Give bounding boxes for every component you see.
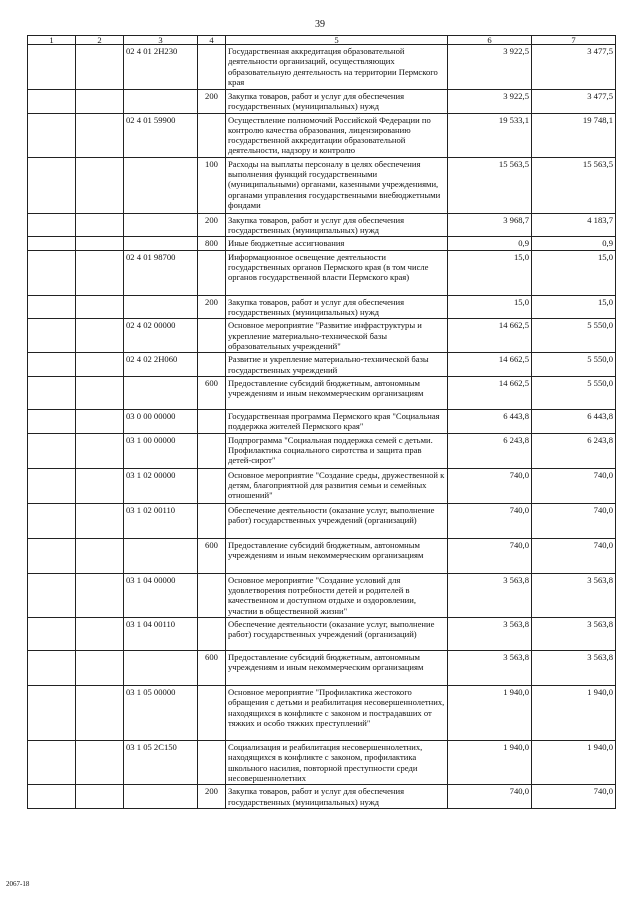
amount-column-7: 3 563,8 xyxy=(532,573,616,617)
target-article-code: 02 4 02 00000 xyxy=(124,319,198,353)
table-row xyxy=(28,157,616,213)
empty-cell xyxy=(76,618,124,651)
expense-name: Закупка товаров, работ и услуг для обеспечения государственных (муниципальных) нужд xyxy=(226,213,448,237)
empty-cell xyxy=(76,90,124,114)
amount-column-6: 19 533,1 xyxy=(448,113,532,157)
amount-column-6: 15,0 xyxy=(448,295,532,319)
empty-cell xyxy=(28,573,76,617)
amount-column-6: 1 940,0 xyxy=(448,741,532,785)
target-article-code: 03 1 00 00000 xyxy=(124,433,198,468)
expense-type-code xyxy=(198,468,226,503)
expense-name: Основное мероприятие "Создание среды, дружественной к детям, благоприятной для развития семьи и семейных отношений" xyxy=(226,468,448,503)
target-article-code: 03 1 05 00000 xyxy=(124,686,198,741)
amount-column-6: 14 662,5 xyxy=(448,319,532,353)
table-row xyxy=(28,503,616,538)
empty-cell xyxy=(28,503,76,538)
amount-column-6: 15 563,5 xyxy=(448,157,532,213)
table-row xyxy=(28,741,616,785)
amount-column-6: 1 940,0 xyxy=(448,686,532,741)
target-article-code xyxy=(124,90,198,114)
empty-cell xyxy=(28,651,76,686)
amount-column-6: 3 563,8 xyxy=(448,618,532,651)
amount-column-6: 0,9 xyxy=(448,237,532,250)
table-row xyxy=(28,90,616,114)
expense-type-code: 200 xyxy=(198,213,226,237)
target-article-code: 02 4 01 59900 xyxy=(124,113,198,157)
expense-name: Социализация и реабилитация несовершеннолетних, находящихся в конфликте с законом, профилактика школьного насилия, повторной преступности среди несовершеннолетних xyxy=(226,741,448,785)
page-number: 39 xyxy=(315,19,325,30)
amount-column-7: 15,0 xyxy=(532,295,616,319)
expense-name: Информационное освещение деятельности государственных органов Пермского края (в том числе органов государственной власти Пермского края) xyxy=(226,250,448,295)
amount-column-7: 19 748,1 xyxy=(532,113,616,157)
table-row xyxy=(28,237,616,250)
expense-type-code xyxy=(198,433,226,468)
expense-type-code: 600 xyxy=(198,376,226,409)
empty-cell xyxy=(28,468,76,503)
amount-column-7: 0,9 xyxy=(532,237,616,250)
table-row xyxy=(28,113,616,157)
expense-name: Закупка товаров, работ и услуг для обеспечения государственных (муниципальных) нужд xyxy=(226,90,448,114)
target-article-code: 03 1 02 00110 xyxy=(124,503,198,538)
target-article-code: 02 4 01 2Н230 xyxy=(124,45,198,90)
empty-cell xyxy=(76,686,124,741)
amount-column-7: 4 183,7 xyxy=(532,213,616,237)
empty-cell xyxy=(76,538,124,573)
amount-column-6: 3 968,7 xyxy=(448,213,532,237)
expense-type-code: 800 xyxy=(198,237,226,250)
expense-name: Обеспечение деятельности (оказание услуг, выполнение работ) государственных учреждений (организаций) xyxy=(226,618,448,651)
column-header: 1 xyxy=(28,36,76,45)
expense-name: Основное мероприятие "Развитие инфраструктуры и укрепление материально-технической базы образовательных учреждений" xyxy=(226,319,448,353)
amount-column-6: 14 662,5 xyxy=(448,376,532,409)
amount-column-6: 15,0 xyxy=(448,250,532,295)
table-row xyxy=(28,651,616,686)
empty-cell xyxy=(76,376,124,409)
empty-cell xyxy=(28,409,76,433)
table-row xyxy=(28,213,616,237)
amount-column-7: 3 563,8 xyxy=(532,618,616,651)
table-row xyxy=(28,433,616,468)
amount-column-6: 3 922,5 xyxy=(448,45,532,90)
footer-code: 2067-18 xyxy=(6,880,30,888)
empty-cell xyxy=(76,468,124,503)
amount-column-7: 1 940,0 xyxy=(532,686,616,741)
amount-column-6: 740,0 xyxy=(448,785,532,809)
expense-name: Обеспечение деятельности (оказание услуг, выполнение работ) государственных учреждений (организаций) xyxy=(226,503,448,538)
target-article-code xyxy=(124,237,198,250)
amount-column-7: 740,0 xyxy=(532,503,616,538)
empty-cell xyxy=(28,213,76,237)
empty-cell xyxy=(76,353,124,377)
amount-column-6: 3 563,8 xyxy=(448,651,532,686)
amount-column-7: 5 550,0 xyxy=(532,376,616,409)
table-row xyxy=(28,785,616,809)
amount-column-7: 6 443,8 xyxy=(532,409,616,433)
expense-type-code: 100 xyxy=(198,157,226,213)
expense-type-code xyxy=(198,45,226,90)
expense-type-code xyxy=(198,409,226,433)
expense-type-code xyxy=(198,250,226,295)
table-row xyxy=(28,319,616,353)
table-row xyxy=(28,538,616,573)
amount-column-7: 3 563,8 xyxy=(532,651,616,686)
empty-cell xyxy=(28,295,76,319)
amount-column-6: 6 243,8 xyxy=(448,433,532,468)
target-article-code: 03 0 00 00000 xyxy=(124,409,198,433)
target-article-code: 03 1 05 2С150 xyxy=(124,741,198,785)
empty-cell xyxy=(76,157,124,213)
budget-table xyxy=(27,35,616,809)
expense-name: Закупка товаров, работ и услуг для обеспечения государственных (муниципальных) нужд xyxy=(226,295,448,319)
empty-cell xyxy=(28,618,76,651)
amount-column-6: 740,0 xyxy=(448,538,532,573)
target-article-code: 03 1 04 00000 xyxy=(124,573,198,617)
empty-cell xyxy=(76,213,124,237)
column-header: 3 xyxy=(124,36,198,45)
target-article-code xyxy=(124,157,198,213)
empty-cell xyxy=(76,45,124,90)
amount-column-6: 740,0 xyxy=(448,468,532,503)
expense-type-code xyxy=(198,353,226,377)
column-number-row xyxy=(28,36,616,45)
column-header: 2 xyxy=(76,36,124,45)
empty-cell xyxy=(76,741,124,785)
table-row xyxy=(28,353,616,377)
amount-column-7: 740,0 xyxy=(532,468,616,503)
target-article-code: 02 4 02 2Н060 xyxy=(124,353,198,377)
amount-column-7: 5 550,0 xyxy=(532,353,616,377)
empty-cell xyxy=(28,319,76,353)
amount-column-6: 14 662,5 xyxy=(448,353,532,377)
empty-cell xyxy=(28,90,76,114)
amount-column-7: 15,0 xyxy=(532,250,616,295)
table-row xyxy=(28,376,616,409)
expense-type-code xyxy=(198,618,226,651)
empty-cell xyxy=(28,433,76,468)
target-article-code xyxy=(124,538,198,573)
empty-cell xyxy=(28,686,76,741)
amount-column-6: 3 922,5 xyxy=(448,90,532,114)
expense-name: Подпрограмма "Социальная поддержка семей с детьми. Профилактика социального сиротства и защита прав детей-сирот" xyxy=(226,433,448,468)
empty-cell xyxy=(28,250,76,295)
empty-cell xyxy=(76,651,124,686)
target-article-code xyxy=(124,376,198,409)
amount-column-7: 15 563,5 xyxy=(532,157,616,213)
amount-column-6: 6 443,8 xyxy=(448,409,532,433)
table-row xyxy=(28,468,616,503)
table-row xyxy=(28,573,616,617)
table-body xyxy=(28,45,616,809)
expense-type-code: 200 xyxy=(198,785,226,809)
target-article-code xyxy=(124,213,198,237)
target-article-code xyxy=(124,295,198,319)
table-row xyxy=(28,686,616,741)
expense-type-code: 200 xyxy=(198,90,226,114)
empty-cell xyxy=(76,409,124,433)
empty-cell xyxy=(76,503,124,538)
expense-type-code xyxy=(198,319,226,353)
column-header: 4 xyxy=(198,36,226,45)
empty-cell xyxy=(76,433,124,468)
target-article-code: 02 4 01 98700 xyxy=(124,250,198,295)
amount-column-7: 3 477,5 xyxy=(532,90,616,114)
empty-cell xyxy=(28,237,76,250)
expense-name: Развитие и укрепление материально-технической базы государственных учреждений xyxy=(226,353,448,377)
amount-column-7: 6 243,8 xyxy=(532,433,616,468)
expense-name: Закупка товаров, работ и услуг для обеспечения государственных (муниципальных) нужд xyxy=(226,785,448,809)
table-row xyxy=(28,618,616,651)
amount-column-6: 3 563,8 xyxy=(448,573,532,617)
expense-type-code xyxy=(198,686,226,741)
expense-name: Основное мероприятие "Профилактика жестокого обращения с детьми и реабилитация несовершеннолетних, находящихся в конфликте с законом и пострадавших от тяжких и особо тяжких преступлений" xyxy=(226,686,448,741)
column-header: 5 xyxy=(226,36,448,45)
column-header: 6 xyxy=(448,36,532,45)
expense-type-code: 600 xyxy=(198,538,226,573)
target-article-code: 03 1 02 00000 xyxy=(124,468,198,503)
amount-column-7: 3 477,5 xyxy=(532,45,616,90)
empty-cell xyxy=(28,45,76,90)
amount-column-7: 740,0 xyxy=(532,785,616,809)
expense-name: Предоставление субсидий бюджетным, автономным учреждениям и иным некоммерческим организациям xyxy=(226,651,448,686)
amount-column-7: 740,0 xyxy=(532,538,616,573)
expense-name: Расходы на выплаты персоналу в целях обеспечения выполнения функций государственными (муниципальными) органами, казенными учреждениями, органами управления государственными внебюджетными фондами xyxy=(226,157,448,213)
column-header: 7 xyxy=(532,36,616,45)
table-row xyxy=(28,295,616,319)
empty-cell xyxy=(76,319,124,353)
target-article-code: 03 1 04 00110 xyxy=(124,618,198,651)
expense-name: Основное мероприятие "Создание условий для удовлетворения потребности детей и родителей в качественном и доступном отдыхе и оздоровлении, участии в общественной жизни" xyxy=(226,573,448,617)
empty-cell xyxy=(28,376,76,409)
amount-column-7: 5 550,0 xyxy=(532,319,616,353)
table-row xyxy=(28,409,616,433)
empty-cell xyxy=(76,113,124,157)
empty-cell xyxy=(28,741,76,785)
expense-name: Осуществление полномочий Российской Федерации по контролю качества образования, лицензированию государственной аккредитации образовательной деятельности, надзору и контролю xyxy=(226,113,448,157)
empty-cell xyxy=(76,785,124,809)
empty-cell xyxy=(28,353,76,377)
amount-column-6: 740,0 xyxy=(448,503,532,538)
expense-name: Предоставление субсидий бюджетным, автономным учреждениям и иным некоммерческим организациям xyxy=(226,538,448,573)
empty-cell xyxy=(28,785,76,809)
empty-cell xyxy=(76,237,124,250)
empty-cell xyxy=(76,573,124,617)
table-row xyxy=(28,45,616,90)
amount-column-7: 1 940,0 xyxy=(532,741,616,785)
expense-type-code xyxy=(198,113,226,157)
expense-type-code xyxy=(198,503,226,538)
empty-cell xyxy=(76,250,124,295)
expense-name: Государственная аккредитация образовательной деятельности организаций, осуществляющих образовательную деятельность на территории Пермского края xyxy=(226,45,448,90)
empty-cell xyxy=(28,157,76,213)
table-row xyxy=(28,250,616,295)
expense-type-code xyxy=(198,741,226,785)
expense-name: Государственная программа Пермского края "Социальная поддержка жителей Пермского края" xyxy=(226,409,448,433)
empty-cell xyxy=(28,538,76,573)
expense-type-code: 200 xyxy=(198,295,226,319)
empty-cell xyxy=(28,113,76,157)
expense-type-code: 600 xyxy=(198,651,226,686)
target-article-code xyxy=(124,651,198,686)
expense-type-code xyxy=(198,573,226,617)
expense-name: Предоставление субсидий бюджетным, автономным учреждениям и иным некоммерческим организациям xyxy=(226,376,448,409)
target-article-code xyxy=(124,785,198,809)
empty-cell xyxy=(76,295,124,319)
expense-name: Иные бюджетные ассигнования xyxy=(226,237,448,250)
